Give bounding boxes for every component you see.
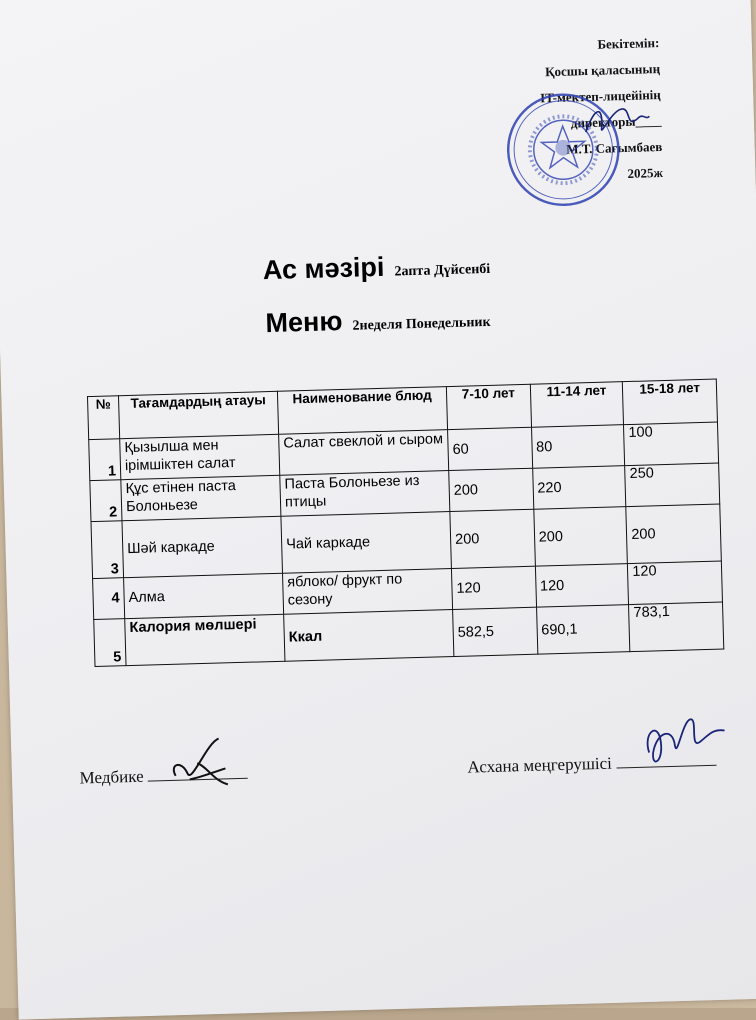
approval-line-1: Бекітемін: (597, 35, 660, 52)
portion-11-14: 220 (532, 466, 626, 510)
title-russian (0, 295, 751, 347)
header-russian-name: Наименование блюд (277, 387, 447, 435)
title-kazakh-main: Ас мәзірі (262, 251, 385, 286)
nurse-label: Медбике (79, 766, 144, 788)
kitchen-head-label: Асхана меңгерушісі (467, 753, 613, 777)
row-number: 5 (94, 619, 126, 667)
row-number: 4 (93, 578, 125, 620)
header-age-7-10: 7-10 лет (446, 384, 531, 429)
calories-15-18: 783,1 (629, 602, 724, 652)
header-kazakh-name: Тағамдардың атауы (118, 391, 278, 438)
dish-name-kz: Алма (124, 573, 284, 618)
dish-name-kz: Құс етінен паста Болоньезе (121, 475, 281, 520)
dish-name-ru: Чай каркаде (281, 512, 452, 574)
header-number: № (87, 396, 119, 440)
portion-11-14: 200 (533, 507, 627, 567)
dish-name-ru: Паста Болоньезе из птицы (280, 471, 450, 517)
portion-11-14: 80 (531, 425, 625, 469)
calories-label-ru: Ккал (284, 610, 454, 662)
approval-line-6: 2025ж (627, 164, 664, 181)
approval-line-5: М.Т. Сағымбаев (566, 138, 663, 157)
portion-15-18: 120 (628, 561, 723, 605)
calories-7-10: 582,5 (453, 607, 538, 656)
row-number: 1 (89, 439, 121, 481)
row-number: 3 (91, 521, 124, 579)
menu-table (87, 379, 724, 667)
calories-11-14: 690,1 (536, 605, 630, 655)
dish-name-ru: яблоко/ фрукт по сезону (283, 569, 453, 615)
dish-name-kz: Шәй каркаде (122, 516, 283, 577)
title-russian-main: Меню (265, 305, 343, 339)
row-number: 2 (90, 480, 122, 522)
calories-label-kz: Калория мөлшері (125, 614, 285, 665)
title-russian-sub: 2неделя Понедельник (352, 314, 491, 334)
approval-line-4: директоры____ (570, 112, 662, 131)
title-kazakh (0, 242, 750, 294)
kitchen-head-signature-icon (638, 710, 730, 772)
approval-line-2: Қосшы қаласының (544, 61, 661, 80)
header-age-15-18: 15-18 лет (623, 379, 718, 425)
portion-15-18: 100 (624, 422, 719, 466)
title-kazakh-sub: 2апта Дүйсенбі (394, 261, 491, 280)
dish-name-kz: Қызылша мен ірімшіктен салат (120, 434, 280, 479)
header-age-11-14: 11-14 лет (530, 382, 624, 428)
director-signature-icon (581, 100, 652, 142)
portion-11-14: 120 (535, 564, 629, 608)
portion-7-10: 200 (450, 509, 535, 568)
nurse-signature-icon (166, 732, 238, 794)
portion-7-10: 200 (449, 468, 534, 511)
portion-15-18: 250 (625, 463, 720, 507)
dish-name-ru: Салат свеклой и сыром (279, 430, 449, 476)
approval-line-3: IT-мектеп-лицейінің (539, 87, 661, 106)
portion-7-10: 120 (451, 566, 536, 609)
portion-7-10: 60 (448, 427, 533, 470)
portion-15-18: 200 (626, 504, 721, 564)
